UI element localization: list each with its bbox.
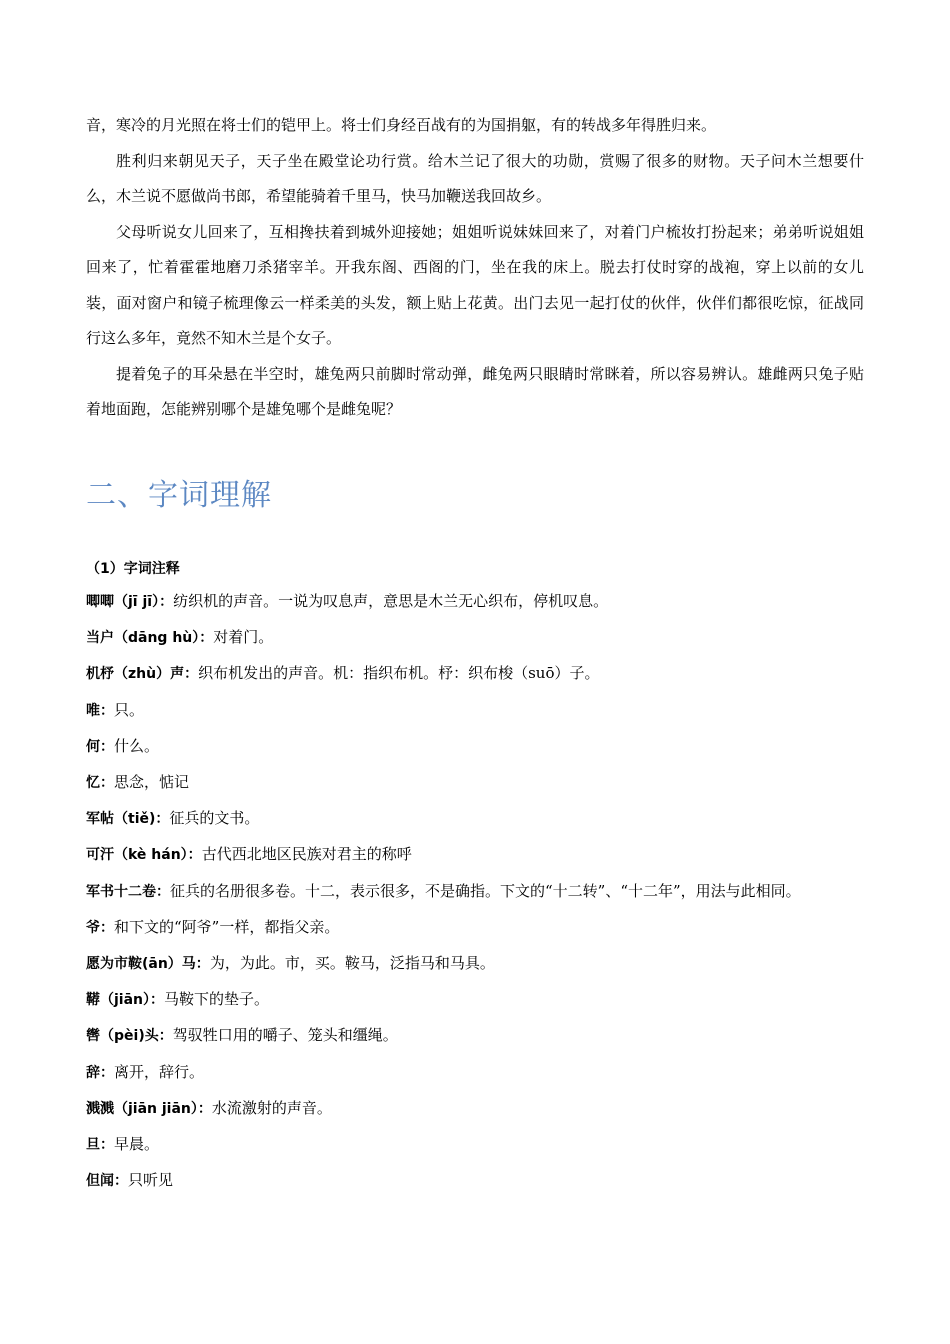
glossary-term: 唯： — [86, 702, 114, 719]
glossary-term: 鞯（jiān）： — [86, 992, 165, 1009]
subsection-heading: （1）字词注释 — [86, 561, 180, 577]
glossary-entry — [86, 982, 864, 1018]
glossary-entry — [86, 620, 864, 656]
glossary-definition: 马鞍下的垫子。 — [164, 990, 270, 1009]
glossary-term: 唧唧（jī jī）： — [86, 594, 174, 610]
glossary-entry — [86, 1091, 864, 1127]
glossary-term: 可汗（kè hán）： — [86, 847, 202, 864]
glossary-definition: 征兵的文书。 — [169, 809, 260, 828]
glossary-term: 辞： — [86, 1064, 114, 1081]
glossary-entry — [86, 910, 864, 946]
glossary-definition: 纺织机的声音。一说为叹息声，意思是木兰无心织布，停机叹息。 — [173, 592, 609, 610]
glossary-term: 忆： — [86, 775, 114, 792]
glossary-entry — [86, 1018, 864, 1054]
passage-paragraph: 提着兔子的耳朵悬在半空时，雄兔两只前脚时常动弹，雌兔两只眼睛时常眯着，所以容易辨认。雄雌两只兔子贴着地面跑，怎能辨别哪个是雄兔哪个是雌兔呢？ — [86, 364, 864, 418]
glossary-term: 机杼（zhù）声： — [86, 666, 199, 683]
glossary-definition: 驾驭牲口用的嚼子、笼头和缰绳。 — [172, 1026, 398, 1045]
glossary-term: 何： — [86, 738, 114, 755]
glossary-term: 爷： — [86, 919, 114, 936]
passage-paragraph: 胜利归来朝见天子，天子坐在殿堂论功行赏。给木兰记了很大的功勋，赏赐了很多的财物。天子问木兰想要什么，木兰说不愿做尚书郎，希望能骑着千里马，快马加鞭送我回故乡。 — [86, 151, 864, 205]
glossary-entry — [86, 729, 864, 765]
glossary-definition: 早晨。 — [114, 1135, 160, 1154]
glossary-entry — [86, 946, 864, 982]
glossary-entry — [86, 693, 864, 729]
glossary-list — [86, 584, 864, 1199]
glossary-definition: 只。 — [114, 700, 145, 719]
glossary-definition: 什么。 — [114, 736, 160, 755]
glossary-term: 军书十二卷： — [86, 883, 170, 900]
glossary-definition: 织布机发出的声音。机：指织布机。杼：织布梭（suō）子。 — [198, 664, 600, 683]
passage-paragraph: 音，寒冷的月光照在将士们的铠甲上。将士们身经百战有的为国捐躯，有的转战多年得胜归来。 — [86, 116, 717, 134]
glossary-entry — [86, 1055, 864, 1091]
glossary-entry — [86, 656, 864, 692]
document-page — [86, 108, 864, 1190]
glossary-term: 军帖（tiě)： — [86, 811, 170, 828]
glossary-entry — [86, 765, 864, 801]
glossary-entry — [86, 801, 864, 837]
section-title: 二、字词理解 — [86, 478, 272, 513]
glossary-definition: 水流激射的声音。 — [211, 1098, 332, 1117]
glossary-term: 辔（pèi)头： — [86, 1028, 173, 1045]
glossary-term: 当户（dāng hù）： — [86, 630, 214, 647]
glossary-entry — [86, 837, 864, 873]
glossary-entry — [86, 874, 864, 910]
glossary-definition: 离开，辞行。 — [114, 1062, 205, 1081]
glossary-definition: 思念，惦记 — [114, 773, 190, 792]
glossary-term: 旦： — [86, 1137, 114, 1154]
glossary-definition: 征兵的名册很多卷。十二，表示很多，不是确指。下文的“十二转”、“十二年”，用法与此相同。 — [170, 881, 801, 900]
glossary-term: 愿为市鞍(ān）马： — [86, 956, 210, 973]
passage-paragraph: 父母听说女儿回来了，互相搀扶着到城外迎接她；姐姐听说妹妹回来了，对着门户梳妆打扮起来；弟弟听说姐姐回来了，忙着霍霍地磨刀杀猪宰羊。开我东阁、西阁的门，坐在我的床上。脱去打仗时穿的战袍，穿上以前的女儿装，面对窗户和镜子梳理像云一样柔美的头发，额上贴上花黄。出门去见一起打仗的伙伴，伙伴们都很吃惊，征战同行这么多年，竟然不知木兰是个女子。 — [86, 222, 864, 347]
glossary-definition: 和下文的“阿爷”一样，都指父亲。 — [114, 917, 340, 936]
glossary-entry — [86, 1163, 864, 1199]
glossary-definition: 古代西北地区民族对君主的称呼 — [201, 845, 412, 864]
glossary-entry — [86, 584, 864, 620]
glossary-definition: 为，为此。市，买。鞍马，泛指马和马具。 — [209, 954, 495, 973]
glossary-term: 溅溅（jiān jiān）： — [86, 1100, 212, 1117]
glossary-definition: 对着门。 — [213, 628, 274, 647]
glossary-term: 但闻： — [86, 1173, 128, 1190]
glossary-definition: 只听见 — [128, 1171, 174, 1190]
glossary-entry — [86, 1127, 864, 1163]
